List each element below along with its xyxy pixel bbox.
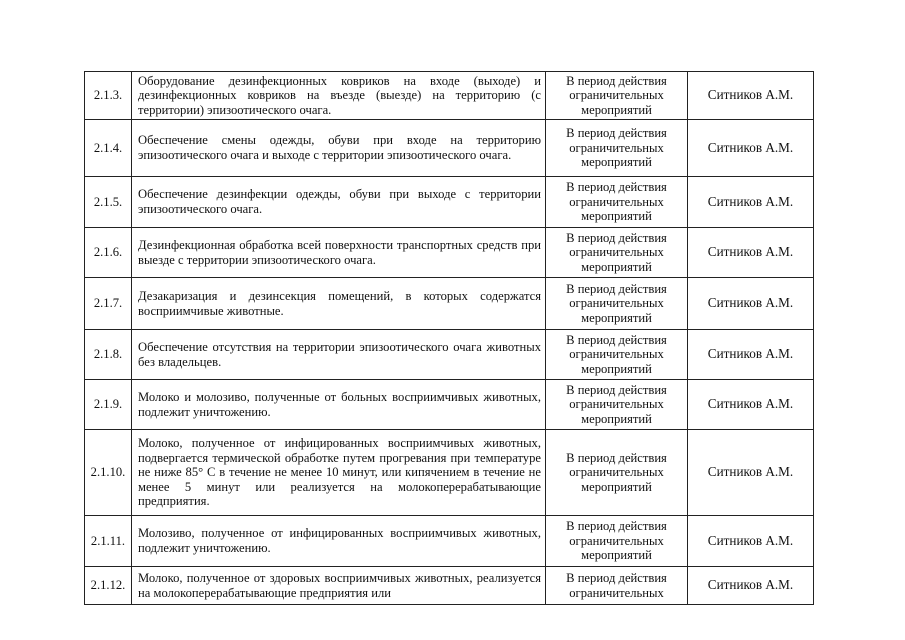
row-number: 2.1.3. — [85, 72, 132, 120]
row-action: Дезинфекционная обработка всей поверхности транспортных средств при выезде с территории эпизоотического очага. — [132, 228, 546, 278]
table-row — [85, 177, 814, 228]
row-period: В период действия ограничительных мероприятий — [546, 120, 688, 177]
row-number: 2.1.4. — [85, 120, 132, 177]
row-responsible: Ситников А.М. — [688, 516, 814, 567]
row-number: 2.1.6. — [85, 228, 132, 278]
row-number: 2.1.12. — [85, 567, 132, 605]
row-action: Дезакаризация и дезинсекция помещений, в которых содержатся восприимчивые животные. — [132, 278, 546, 330]
row-action: Молозиво, полученное от инфицированных восприимчивых животных, подлежит уничтожению. — [132, 516, 546, 567]
row-number: 2.1.9. — [85, 380, 132, 430]
table-row — [85, 567, 814, 605]
row-responsible: Ситников А.М. — [688, 567, 814, 605]
row-number: 2.1.8. — [85, 330, 132, 380]
row-responsible: Ситников А.М. — [688, 330, 814, 380]
row-number: 2.1.10. — [85, 430, 132, 516]
table-row — [85, 430, 814, 516]
row-action: Молоко, полученное от здоровых восприимчивых животных, реализуется на молокоперерабатывающие предприятия или — [132, 567, 546, 605]
row-responsible: Ситников А.М. — [688, 380, 814, 430]
row-action: Обеспечение дезинфекции одежды, обуви при выходе с территории эпизоотического очага. — [132, 177, 546, 228]
row-responsible: Ситников А.М. — [688, 278, 814, 330]
row-period: В период действия ограничительных мероприятий — [546, 330, 688, 380]
row-action: Обеспечение отсутствия на территории эпизоотического очага животных без владельцев. — [132, 330, 546, 380]
table-row — [85, 380, 814, 430]
row-number: 2.1.5. — [85, 177, 132, 228]
table-row — [85, 516, 814, 567]
row-action: Молоко, полученное от инфицированных восприимчивых животных, подвергается термической обработке путем прогревания при температуре не ниже 85° С в течение не менее 10 минут, или кипячением в течение не менее 5 минут или реализуется на молокоперерабатывающие предприятия. — [132, 430, 546, 516]
row-number: 2.1.11. — [85, 516, 132, 567]
row-action: Молоко и молозиво, полученные от больных восприимчивых животных, подлежит уничтожению. — [132, 380, 546, 430]
table-row — [85, 228, 814, 278]
table-row — [85, 278, 814, 330]
row-responsible: Ситников А.М. — [688, 228, 814, 278]
row-number: 2.1.7. — [85, 278, 132, 330]
row-responsible: Ситников А.М. — [688, 120, 814, 177]
row-period: В период действия ограничительных — [546, 567, 688, 605]
row-period: В период действия ограничительных мероприятий — [546, 278, 688, 330]
row-period: В период действия ограничительных мероприятий — [546, 430, 688, 516]
table-row — [85, 120, 814, 177]
measures-table — [84, 71, 814, 605]
row-responsible: Ситников А.М. — [688, 72, 814, 120]
table-row — [85, 72, 814, 120]
row-period: В период действия ограничительных мероприятий — [546, 177, 688, 228]
row-action: Оборудование дезинфекционных ковриков на входе (выходе) и дезинфекционных ковриков на въезде (выезде) на территорию (с территории) эпизоотического очага. — [132, 72, 546, 120]
table-row — [85, 330, 814, 380]
row-period: В период действия ограничительных мероприятий — [546, 72, 688, 120]
row-responsible: Ситников А.М. — [688, 177, 814, 228]
row-period: В период действия ограничительных мероприятий — [546, 228, 688, 278]
row-responsible: Ситников А.М. — [688, 430, 814, 516]
row-period: В период действия ограничительных мероприятий — [546, 380, 688, 430]
row-period: В период действия ограничительных мероприятий — [546, 516, 688, 567]
row-action: Обеспечение смены одежды, обуви при входе на территорию эпизоотического очага и выходе с территории эпизоотического очага. — [132, 120, 546, 177]
